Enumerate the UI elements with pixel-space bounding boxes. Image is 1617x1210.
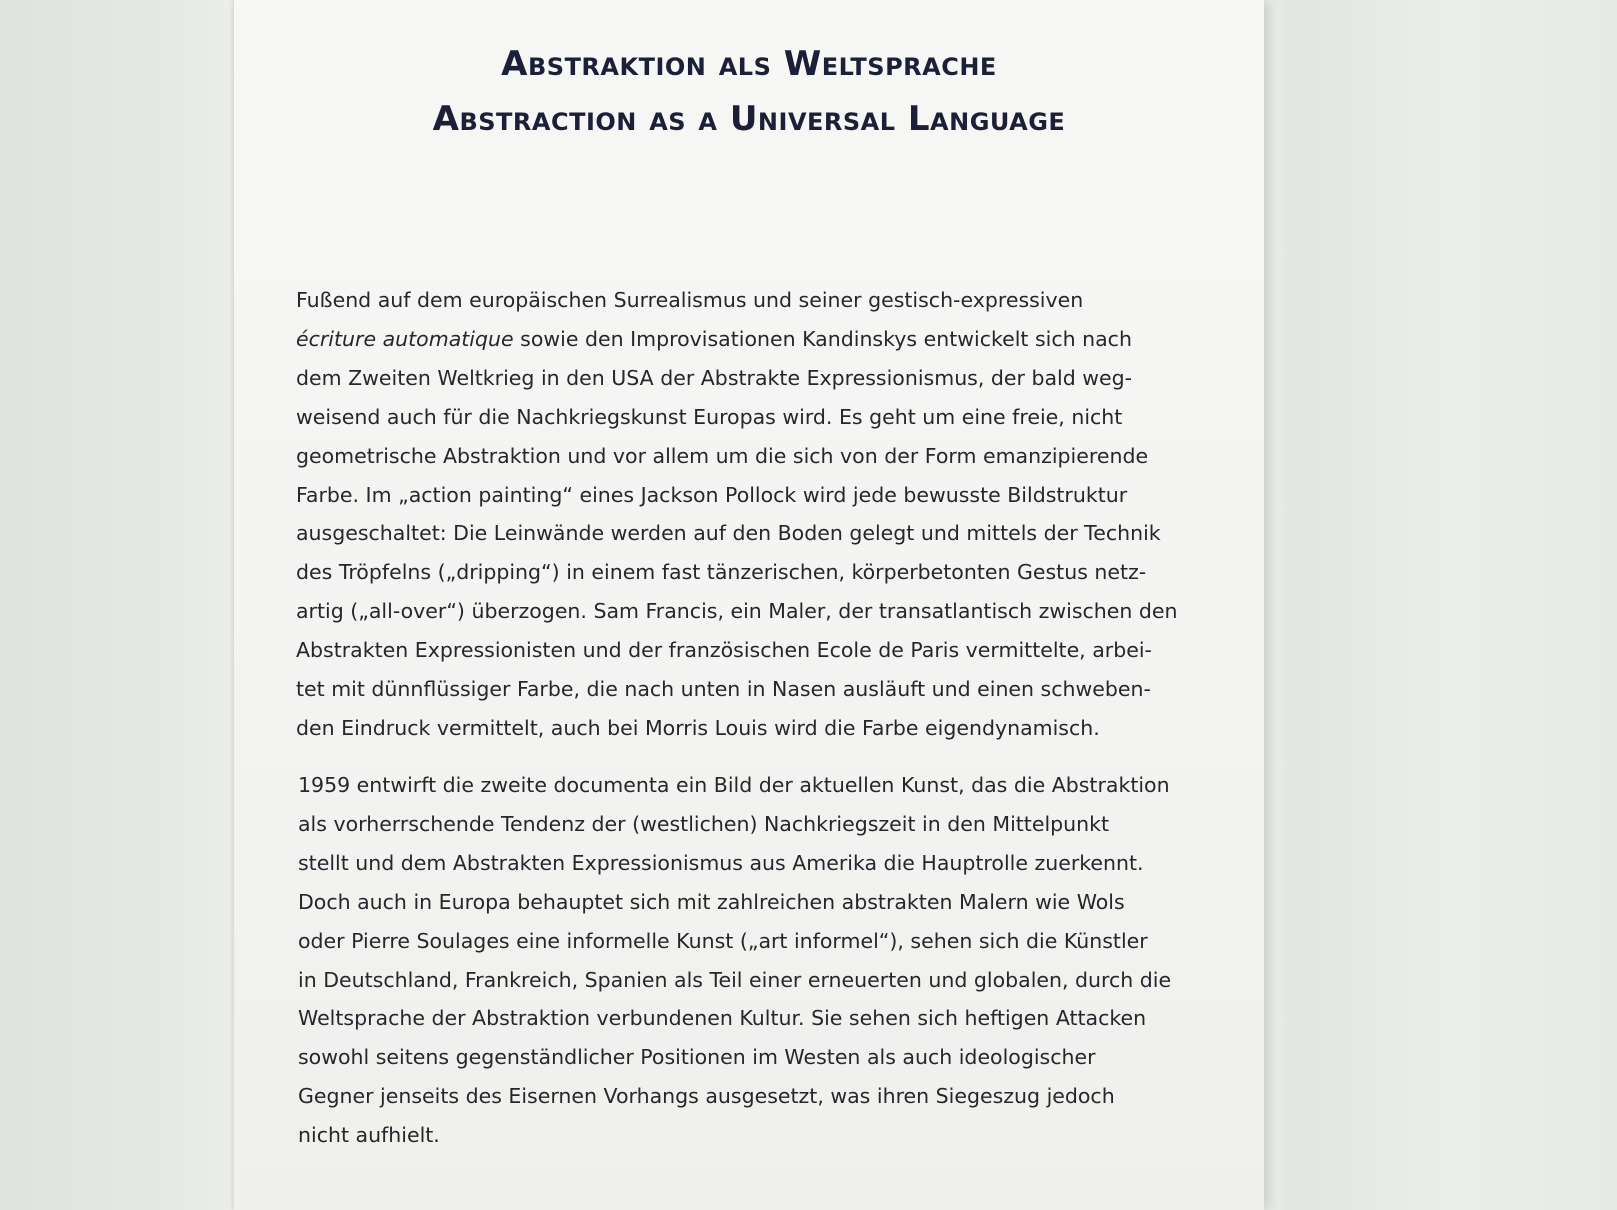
text-line: des Tröpfelns („dripping“) in einem fast tänzerischen, körperbetonten Gestus netz-	[296, 560, 1147, 585]
text-line: dem Zweiten Weltkrieg in den USA der Abstrakte Expressionismus, der bald weg-	[296, 365, 1133, 390]
text-line: tet mit dünnflüssiger Farbe, die nach unten in Nasen ausläuft und einen schweben-	[296, 677, 1151, 702]
text-line: Weltsprache der Abstraktion verbundenen Kultur. Sie sehen sich heftigen Attacken	[298, 1006, 1147, 1031]
text-line: 1959 entwirft die zweite documenta ein Bild der aktuellen Kunst, das die Abstraktion	[298, 773, 1170, 797]
text-line: geometrische Abstraktion und vor allem um die sich von der Form emanzipierende	[296, 443, 1149, 468]
text-line: sowohl seitens gegenständlicher Positionen im Westen als auch ideologischer	[298, 1045, 1096, 1070]
text-line	[296, 320, 1178, 359]
paragraph-2	[298, 766, 1171, 1155]
heading-english: Abstraction as a Universal Language	[432, 99, 1066, 139]
paragraph-1	[296, 281, 1178, 748]
text-line: Abstrakten Expressionisten und der französischen Ecole de Paris vermittelte, arbei-	[296, 638, 1152, 663]
text-line: weisend auch für die Nachkriegskunst Europas wird. Es geht um eine freie, nicht	[296, 404, 1123, 429]
text-line: nicht aufhielt.	[298, 1123, 440, 1148]
text-line: Farbe. Im „action painting“ eines Jackson Pollock wird jede bewusste Bildstruktur	[296, 482, 1128, 507]
text-line: Doch auch in Europa behauptet sich mit zahlreichen abstrakten Malern wie Wols	[298, 889, 1125, 914]
text-line: den Eindruck vermittelt, auch bei Morris Louis wird die Farbe eigendynamisch.	[296, 715, 1100, 740]
italic-term: écriture automatique	[296, 326, 514, 351]
text-line: als vorherrschende Tendenz der (westlichen) Nachkriegszeit in den Mittelpunkt	[298, 811, 1110, 836]
wall-text-panel	[234, 0, 1264, 1210]
text-line: artig („all-over“) überzogen. Sam Francis, ein Maler, der transatlantisch zwischen den	[296, 599, 1178, 624]
heading-german: Abstraktion als Weltsprache	[501, 44, 997, 84]
text-line-rest: sowie den Improvisationen Kandinskys entwickelt sich nach	[513, 326, 1132, 351]
text-line: Fußend auf dem europäischen Surrealismus und seiner gestisch-expressiven	[296, 288, 1084, 312]
text-line: Gegner jenseits des Eisernen Vorhangs ausgesetzt, was ihren Siegeszug jedoch	[298, 1084, 1115, 1109]
text-line: ausgeschaltet: Die Leinwände werden auf den Boden gelegt und mittels der Technik	[296, 521, 1161, 546]
text-line: stellt und dem Abstrakten Expressionismus aus Amerika die Hauptrolle zuerkennt.	[298, 850, 1144, 875]
text-line: oder Pierre Soulages eine informelle Kunst („art informel“), sehen sich die Künstler	[298, 928, 1148, 953]
text-line: in Deutschland, Frankreich, Spanien als Teil einer erneuerten und globalen, durch die	[298, 967, 1172, 992]
